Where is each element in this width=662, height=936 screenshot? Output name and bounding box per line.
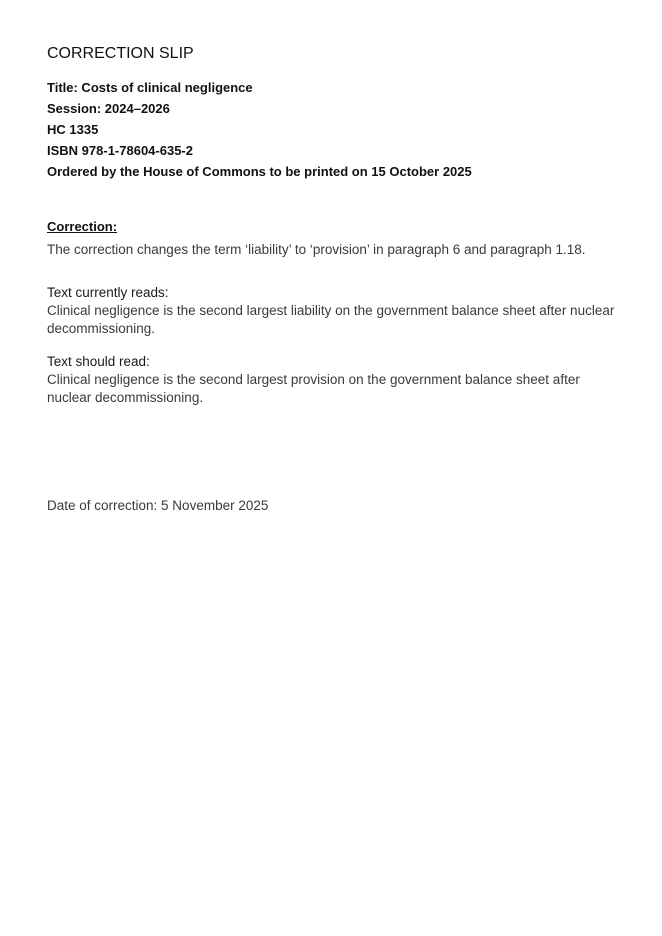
page-title: CORRECTION SLIP	[47, 45, 194, 62]
corrected-text-block	[47, 353, 627, 407]
current-text-label: Text currently reads:	[47, 285, 169, 300]
correction-description: The correction changes the term ‘liability’ to ‘provision’ in paragraph 6 and paragraph 1.18.	[47, 242, 586, 257]
current-text-block	[47, 284, 627, 338]
document-metadata	[47, 77, 472, 182]
meta-title: Title: Costs of clinical negligence	[47, 80, 253, 95]
meta-hc-number: HC 1335	[47, 122, 99, 137]
current-text-body: Clinical negligence is the second largest liability on the government balance sheet after nuclear decommissioning.	[47, 303, 615, 336]
correction-date: Date of correction: 5 November 2025	[47, 498, 269, 513]
correction-label: Correction:	[47, 219, 118, 234]
meta-isbn: ISBN 978-1-78604-635-2	[47, 143, 193, 158]
corrected-text-label: Text should read:	[47, 354, 150, 369]
meta-ordered: Ordered by the House of Commons to be printed on 15 October 2025	[47, 164, 472, 179]
meta-session: Session: 2024–2026	[47, 101, 170, 116]
corrected-text-body: Clinical negligence is the second largest provision on the government balance sheet after nuclear decommissioning.	[47, 372, 580, 405]
